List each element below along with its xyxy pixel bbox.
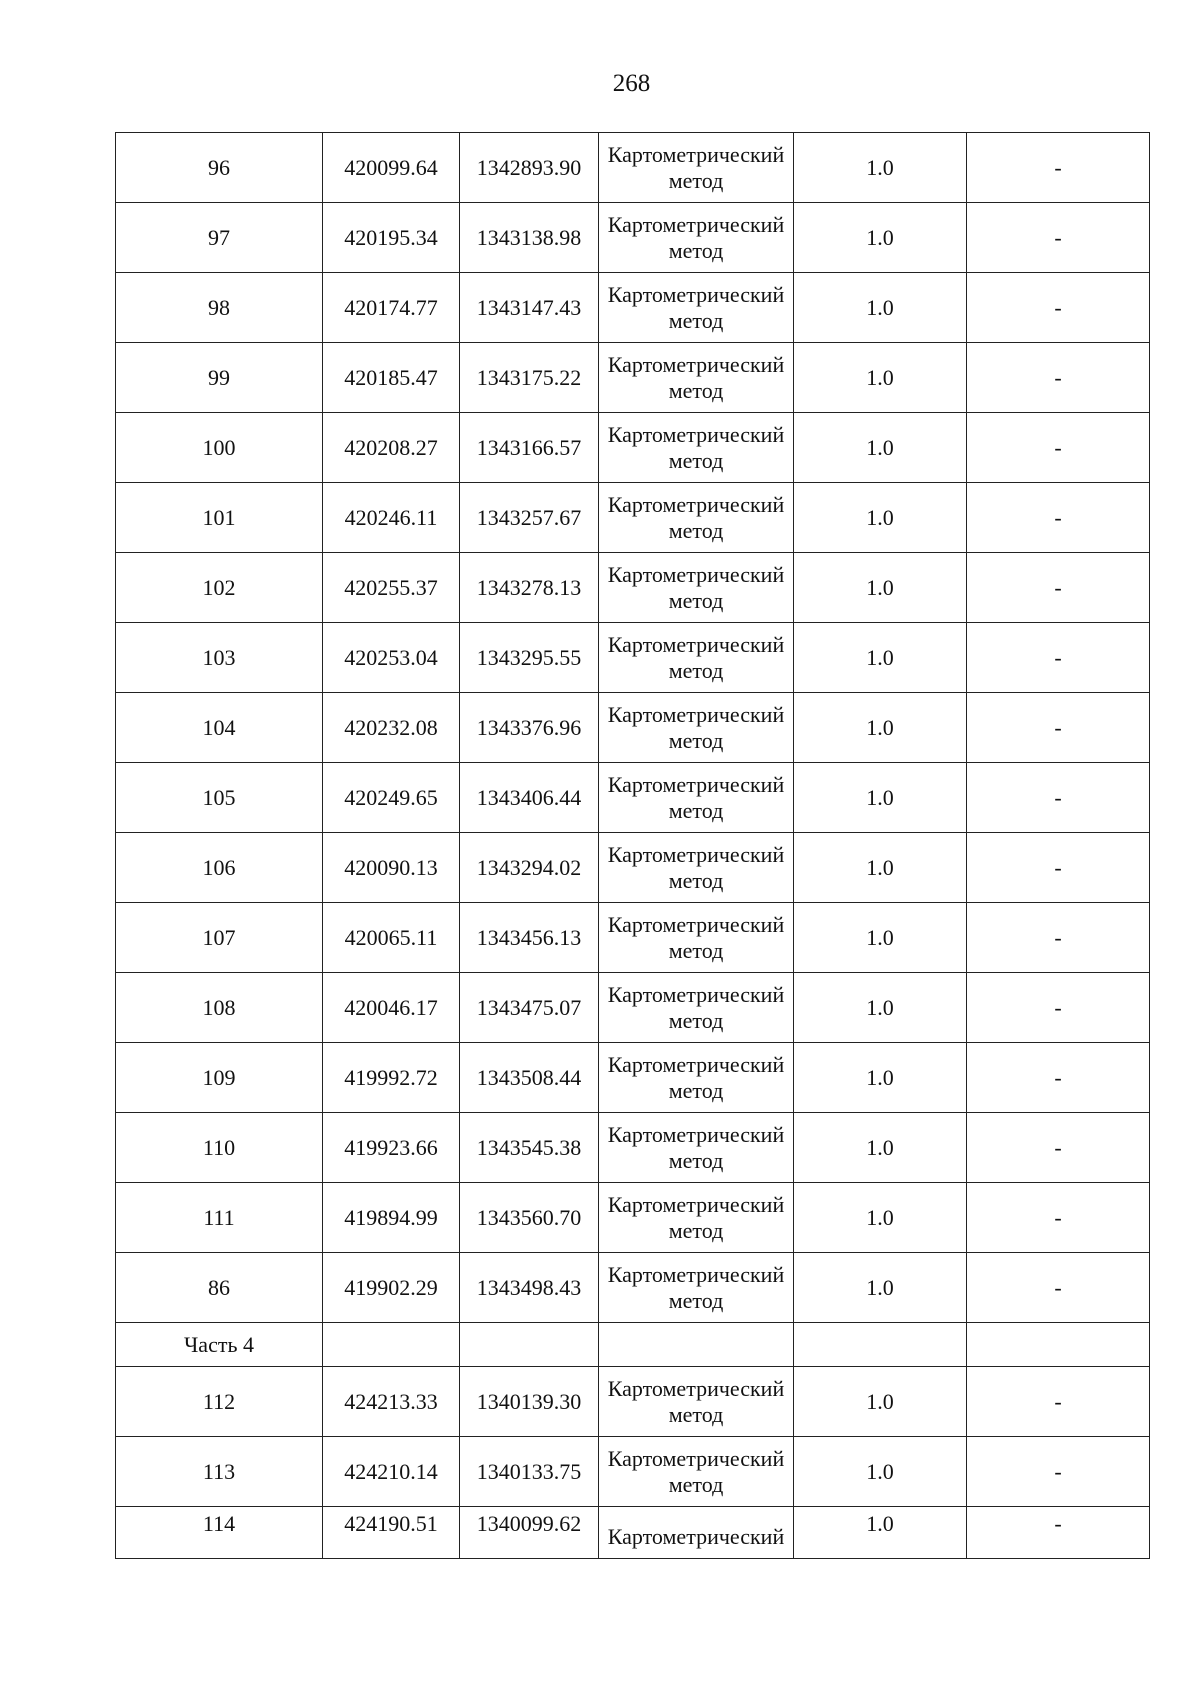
point-number-cell: 99 [116, 343, 323, 413]
method-text: Картометрический [607, 631, 785, 657]
y-coordinate-cell: 1343295.55 [460, 623, 599, 693]
point-number-cell: 107 [116, 903, 323, 973]
x-coordinate-cell: 420249.65 [323, 763, 460, 833]
method-text: Картометрический [607, 701, 785, 727]
description-cell: - [967, 553, 1150, 623]
table-row [116, 1043, 1150, 1113]
method-text: Картометрический [607, 491, 785, 517]
method-cell [599, 203, 794, 273]
y-coordinate-cell: 1342893.90 [460, 133, 599, 203]
method-text: метод [668, 1401, 724, 1427]
accuracy-cell: 1.0 [794, 1367, 967, 1437]
method-cell [599, 903, 794, 973]
accuracy-cell: 1.0 [794, 903, 967, 973]
y-coordinate-cell: 1343166.57 [460, 413, 599, 483]
description-cell: - [967, 483, 1150, 553]
method-text: метод [668, 587, 724, 613]
x-coordinate-cell: 420208.27 [323, 413, 460, 483]
method-cell [599, 273, 794, 343]
method-text: Картометрический [607, 841, 785, 867]
method-cell [599, 1043, 794, 1113]
point-number-cell: 103 [116, 623, 323, 693]
point-number-cell: 101 [116, 483, 323, 553]
x-coordinate-cell: 420046.17 [323, 973, 460, 1043]
accuracy-cell: 1.0 [794, 1253, 967, 1323]
method-text: Картометрический [607, 911, 785, 937]
method-cell [599, 413, 794, 483]
method-text: метод [668, 937, 724, 963]
method-text: метод [668, 1147, 724, 1173]
point-number-cell: 104 [116, 693, 323, 763]
method-text: Картометрический [607, 1051, 785, 1077]
method-text: метод [668, 307, 724, 333]
method-cell [599, 1367, 794, 1437]
y-coordinate-cell: 1343560.70 [460, 1183, 599, 1253]
point-number-cell: 114 [116, 1507, 323, 1559]
page-number: 268 [612, 70, 651, 97]
accuracy-cell: 1.0 [794, 693, 967, 763]
method-cell [599, 483, 794, 553]
y-coordinate-cell: 1340099.62 [460, 1507, 599, 1559]
y-coordinate-cell: 1343294.02 [460, 833, 599, 903]
method-cell [599, 1507, 794, 1559]
description-cell: - [967, 203, 1150, 273]
point-number-cell: 100 [116, 413, 323, 483]
accuracy-cell: 1.0 [794, 413, 967, 483]
method-text: метод [668, 447, 724, 473]
description-cell: - [967, 413, 1150, 483]
accuracy-cell: 1.0 [794, 973, 967, 1043]
table-row [116, 973, 1150, 1043]
accuracy-cell: 1.0 [794, 623, 967, 693]
description-cell: - [967, 1253, 1150, 1323]
x-coordinate-cell: 419992.72 [323, 1043, 460, 1113]
description-cell: - [967, 1113, 1150, 1183]
y-coordinate-cell: 1343475.07 [460, 973, 599, 1043]
method-text: метод [668, 657, 724, 683]
table-row [116, 273, 1150, 343]
point-number-cell: 97 [116, 203, 323, 273]
accuracy-cell: 1.0 [794, 273, 967, 343]
y-coordinate-cell: 1343456.13 [460, 903, 599, 973]
method-cell [599, 1113, 794, 1183]
method-cell [599, 833, 794, 903]
description-cell: - [967, 343, 1150, 413]
x-coordinate-cell: 420232.08 [323, 693, 460, 763]
y-coordinate-cell: 1343257.67 [460, 483, 599, 553]
method-text: метод [668, 237, 724, 263]
method-cell [599, 1437, 794, 1507]
point-number-cell: 111 [116, 1183, 323, 1253]
method-text: метод [668, 377, 724, 403]
description-cell: - [967, 973, 1150, 1043]
empty-cell [323, 1323, 460, 1367]
table-row [116, 553, 1150, 623]
accuracy-cell: 1.0 [794, 133, 967, 203]
description-cell: - [967, 1043, 1150, 1113]
description-cell: - [967, 1437, 1150, 1507]
description-cell: - [967, 763, 1150, 833]
accuracy-cell: 1.0 [794, 1437, 967, 1507]
method-text: Картометрический [607, 281, 785, 307]
table-body [116, 133, 1150, 1559]
point-number-cell: 86 [116, 1253, 323, 1323]
point-number-cell: 102 [116, 553, 323, 623]
method-text: метод [668, 1007, 724, 1033]
table-row [116, 693, 1150, 763]
table-row [116, 1437, 1150, 1507]
table-row [116, 483, 1150, 553]
method-text: Картометрический [607, 421, 785, 447]
accuracy-cell: 1.0 [794, 1507, 967, 1559]
method-text: Картометрический [607, 1191, 785, 1217]
accuracy-cell: 1.0 [794, 343, 967, 413]
description-cell: - [967, 1183, 1150, 1253]
point-number-cell: 113 [116, 1437, 323, 1507]
y-coordinate-cell: 1343545.38 [460, 1113, 599, 1183]
method-text: Картометрический [607, 1445, 785, 1471]
empty-cell [460, 1323, 599, 1367]
method-text: метод [668, 727, 724, 753]
table-row [116, 133, 1150, 203]
accuracy-cell: 1.0 [794, 203, 967, 273]
y-coordinate-cell: 1343278.13 [460, 553, 599, 623]
point-number-cell: 110 [116, 1113, 323, 1183]
method-text: Картометрический [607, 771, 785, 797]
table-row [116, 623, 1150, 693]
x-coordinate-cell: 420090.13 [323, 833, 460, 903]
table-row [116, 1507, 1150, 1559]
method-text: метод [668, 797, 724, 823]
method-cell [599, 693, 794, 763]
method-cell [599, 1183, 794, 1253]
accuracy-cell: 1.0 [794, 763, 967, 833]
method-text: Картометрический [607, 561, 785, 587]
method-cell [599, 973, 794, 1043]
accuracy-cell: 1.0 [794, 833, 967, 903]
table-row [116, 343, 1150, 413]
table-row [116, 1113, 1150, 1183]
accuracy-cell: 1.0 [794, 1113, 967, 1183]
empty-cell [794, 1323, 967, 1367]
y-coordinate-cell: 1340133.75 [460, 1437, 599, 1507]
y-coordinate-cell: 1343498.43 [460, 1253, 599, 1323]
table-row [116, 903, 1150, 973]
accuracy-cell: 1.0 [794, 1183, 967, 1253]
method-text: метод [668, 1471, 724, 1497]
method-text: Картометрический [607, 1523, 785, 1549]
y-coordinate-cell: 1343406.44 [460, 763, 599, 833]
method-cell [599, 133, 794, 203]
x-coordinate-cell: 420253.04 [323, 623, 460, 693]
method-cell [599, 343, 794, 413]
description-cell: - [967, 133, 1150, 203]
x-coordinate-cell: 420099.64 [323, 133, 460, 203]
point-number-cell: 108 [116, 973, 323, 1043]
method-text: метод [668, 1287, 724, 1313]
point-number-cell: 109 [116, 1043, 323, 1113]
point-number-cell: 106 [116, 833, 323, 903]
x-coordinate-cell: 420065.11 [323, 903, 460, 973]
method-cell [599, 553, 794, 623]
table-row [116, 413, 1150, 483]
description-cell: - [967, 693, 1150, 763]
x-coordinate-cell: 424190.51 [323, 1507, 460, 1559]
method-text: Картометрический [607, 351, 785, 377]
y-coordinate-cell: 1343138.98 [460, 203, 599, 273]
accuracy-cell: 1.0 [794, 483, 967, 553]
table-row [116, 833, 1150, 903]
table-row [116, 1367, 1150, 1437]
y-coordinate-cell: 1343175.22 [460, 343, 599, 413]
x-coordinate-cell: 419923.66 [323, 1113, 460, 1183]
point-number-cell: 112 [116, 1367, 323, 1437]
x-coordinate-cell: 420246.11 [323, 483, 460, 553]
x-coordinate-cell: 420195.34 [323, 203, 460, 273]
method-text: Картометрический [607, 1375, 785, 1401]
method-text: метод [668, 517, 724, 543]
table-row [116, 1183, 1150, 1253]
coordinates-table [115, 132, 1150, 1559]
table-row [116, 203, 1150, 273]
y-coordinate-cell: 1340139.30 [460, 1367, 599, 1437]
method-text: метод [668, 1077, 724, 1103]
method-text: Картометрический [607, 141, 785, 167]
description-cell: - [967, 833, 1150, 903]
method-cell [599, 763, 794, 833]
method-text: метод [668, 1217, 724, 1243]
description-cell: - [967, 273, 1150, 343]
part-header-row [116, 1323, 1150, 1367]
point-number-cell: 98 [116, 273, 323, 343]
table-row [116, 1253, 1150, 1323]
x-coordinate-cell: 420174.77 [323, 273, 460, 343]
method-text: Картометрический [607, 211, 785, 237]
x-coordinate-cell: 424210.14 [323, 1437, 460, 1507]
method-text: метод [668, 167, 724, 193]
point-number-cell: 96 [116, 133, 323, 203]
empty-cell [967, 1323, 1150, 1367]
description-cell: - [967, 903, 1150, 973]
method-text: Картометрический [607, 1261, 785, 1287]
table-row [116, 763, 1150, 833]
x-coordinate-cell: 424213.33 [323, 1367, 460, 1437]
description-cell: - [967, 1507, 1150, 1559]
method-cell [599, 1253, 794, 1323]
method-cell [599, 623, 794, 693]
description-cell: - [967, 623, 1150, 693]
accuracy-cell: 1.0 [794, 553, 967, 623]
x-coordinate-cell: 420255.37 [323, 553, 460, 623]
y-coordinate-cell: 1343147.43 [460, 273, 599, 343]
x-coordinate-cell: 420185.47 [323, 343, 460, 413]
method-text: Картометрический [607, 981, 785, 1007]
empty-cell [599, 1323, 794, 1367]
method-text: метод [668, 867, 724, 893]
description-cell: - [967, 1367, 1150, 1437]
point-number-cell: 105 [116, 763, 323, 833]
y-coordinate-cell: 1343508.44 [460, 1043, 599, 1113]
y-coordinate-cell: 1343376.96 [460, 693, 599, 763]
accuracy-cell: 1.0 [794, 1043, 967, 1113]
part-label-cell: Часть 4 [116, 1323, 323, 1367]
x-coordinate-cell: 419894.99 [323, 1183, 460, 1253]
x-coordinate-cell: 419902.29 [323, 1253, 460, 1323]
method-text: Картометрический [607, 1121, 785, 1147]
